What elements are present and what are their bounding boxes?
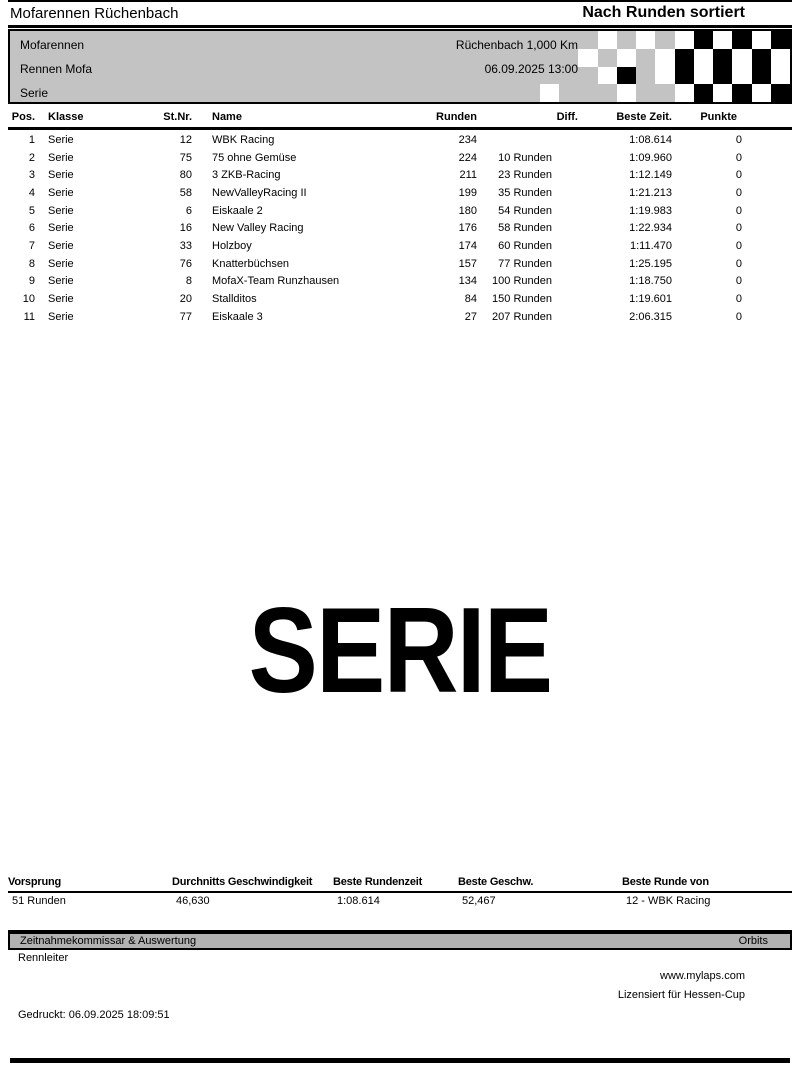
checker-cell — [694, 67, 713, 85]
checker-cell — [713, 84, 732, 102]
orbits-brand: Orbits — [738, 935, 768, 947]
checker-cell — [617, 31, 636, 49]
checker-cell — [578, 84, 597, 102]
summary-label-best-lap: Beste Rundenzeit — [333, 876, 423, 888]
checker-cell — [540, 67, 559, 85]
track-length: Rüchenbach 1,000 Km — [455, 38, 578, 52]
summary-value-best-lap-by: 12 - WBK Racing — [626, 895, 711, 907]
cell-beste-zeit: 1:21.213 — [629, 186, 672, 199]
checker-cell — [771, 49, 790, 67]
checker-cell — [732, 84, 751, 102]
cell-name: 3 ZKB-Racing — [212, 169, 281, 182]
cell-name: MofaX-Team Runzhausen — [212, 275, 340, 288]
checker-cell — [675, 67, 694, 85]
cell-beste-zeit: 1:09.960 — [629, 151, 672, 164]
race-director-label: Rennleiter — [18, 952, 69, 964]
cell-beste-zeit: 1:11.470 — [629, 239, 672, 252]
result-row — [0, 150, 800, 168]
cell-name: 75 ohne Gemüse — [212, 151, 297, 164]
checker-cell — [598, 49, 617, 67]
cell-pos: 7 — [28, 239, 35, 252]
cell-pos: 6 — [28, 222, 35, 235]
event-header-box — [8, 29, 792, 104]
col-header-stnr: St.Nr. — [163, 111, 192, 123]
checker-cell — [713, 67, 732, 85]
checker-cell — [713, 31, 732, 49]
page-title: Mofarennen Rüchenbach — [10, 5, 179, 22]
checkered-flag-graphic — [540, 31, 790, 102]
summary-value-best-speed: 52,467 — [462, 895, 496, 907]
cell-runden: 180 — [458, 204, 477, 217]
event-name: Mofarennen — [20, 38, 85, 52]
cell-runden: 211 — [459, 169, 477, 182]
checker-cell — [675, 31, 694, 49]
cell-stnr: 8 — [185, 275, 192, 288]
checker-cell — [732, 31, 751, 49]
col-header-pos: Pos. — [11, 111, 35, 123]
cell-stnr: 76 — [179, 257, 192, 270]
cell-punkte: 0 — [735, 257, 742, 270]
checker-cell — [559, 31, 578, 49]
checker-cell — [732, 49, 751, 67]
cell-name: WBK Racing — [212, 134, 275, 146]
checker-cell — [752, 67, 771, 85]
checker-cell — [578, 31, 597, 49]
cell-punkte: 0 — [735, 186, 742, 199]
cell-klasse: Serie — [48, 204, 74, 217]
cell-beste-zeit: 1:12.149 — [629, 169, 672, 182]
cell-stnr: 20 — [179, 292, 192, 305]
checker-cell — [617, 84, 636, 102]
cell-stnr: 58 — [179, 186, 192, 199]
cell-beste-zeit: 1:25.195 — [629, 257, 672, 270]
col-header-diff: Diff. — [556, 111, 578, 123]
cell-stnr: 75 — [179, 151, 192, 164]
cell-beste-zeit: 1:22.934 — [629, 222, 672, 235]
race-datetime: 06.09.2025 13:00 — [484, 62, 578, 76]
cell-diff: 150 Runden — [492, 292, 552, 305]
summary-value-vorsprung: 51 Runden — [12, 895, 66, 907]
result-row — [0, 256, 800, 274]
result-row — [0, 220, 800, 238]
cell-runden: 134 — [458, 275, 477, 288]
summary-rule — [8, 891, 792, 893]
cell-stnr: 80 — [179, 169, 192, 182]
cell-diff: 10 Runden — [498, 151, 552, 164]
checker-cell — [655, 49, 674, 67]
cell-pos: 10 — [22, 292, 35, 305]
cell-runden: 174 — [458, 239, 477, 252]
cell-runden: 27 — [464, 310, 477, 323]
summary-value-avg-speed: 46,630 — [176, 895, 210, 907]
cell-runden: 84 — [464, 292, 477, 305]
checker-cell — [636, 49, 655, 67]
summary-label-vorsprung: Vorsprung — [8, 876, 61, 888]
cell-punkte: 0 — [735, 222, 742, 235]
checker-cell — [752, 49, 771, 67]
checker-cell — [540, 84, 559, 102]
cell-name: Eiskaale 2 — [212, 204, 263, 217]
cell-name: Stallditos — [212, 292, 257, 305]
result-row — [0, 132, 800, 150]
cell-pos: 1 — [28, 134, 35, 146]
race-name: Rennen Mofa — [20, 62, 93, 76]
results-table-body — [0, 132, 800, 326]
cell-beste-zeit: 1:19.983 — [629, 204, 672, 217]
checker-cell — [540, 31, 559, 49]
summary-label-best-speed: Beste Geschw. — [458, 876, 534, 888]
cell-stnr: 16 — [179, 222, 192, 235]
cell-diff: 58 Runden — [498, 222, 552, 235]
checker-cell — [636, 67, 655, 85]
cell-punkte: 0 — [735, 310, 742, 323]
cell-runden: 224 — [458, 151, 477, 164]
cell-pos: 11 — [23, 310, 35, 323]
cell-klasse: Serie — [48, 239, 74, 252]
cell-punkte: 0 — [735, 239, 742, 252]
result-row — [0, 238, 800, 256]
results-table-header — [0, 111, 800, 127]
result-row — [0, 291, 800, 309]
checker-cell — [617, 67, 636, 85]
checker-cell — [598, 31, 617, 49]
checker-cell — [617, 49, 636, 67]
checker-cell — [732, 67, 751, 85]
cell-stnr: 77 — [179, 310, 192, 323]
cell-beste-zeit: 2:06.315 — [629, 310, 672, 323]
checker-cell — [540, 49, 559, 67]
cell-runden: 157 — [458, 257, 477, 270]
header-divider-rule — [8, 25, 792, 28]
cell-klasse: Serie — [48, 222, 74, 235]
checker-cell — [771, 67, 790, 85]
cell-stnr: 33 — [179, 239, 192, 252]
cell-name: Knatterbüchsen — [212, 257, 290, 270]
class-watermark: SERIE — [248, 582, 552, 718]
col-header-klasse: Klasse — [48, 111, 84, 123]
checker-cell — [636, 84, 655, 102]
checker-cell — [694, 31, 713, 49]
printed-timestamp: Gedruckt: 06.09.2025 18:09:51 — [18, 1009, 170, 1021]
result-row — [0, 273, 800, 291]
cell-punkte: 0 — [735, 151, 742, 164]
checker-cell — [655, 67, 674, 85]
cell-klasse: Serie — [48, 257, 74, 270]
summary-label-best-lap-by: Beste Runde von — [622, 876, 709, 888]
col-header-beste-zeit: Beste Zeit. — [616, 111, 672, 123]
cell-klasse: Serie — [48, 275, 74, 288]
cell-klasse: Serie — [48, 310, 74, 323]
col-header-name: Name — [212, 111, 242, 123]
col-header-runden: Runden — [436, 111, 477, 123]
cell-beste-zeit: 1:08.614 — [629, 134, 672, 146]
cell-pos: 4 — [28, 186, 35, 199]
website-link: www.mylaps.com — [660, 970, 745, 982]
checker-cell — [752, 31, 771, 49]
cell-name: Eiskaale 3 — [212, 310, 263, 323]
cell-pos: 5 — [28, 204, 35, 217]
checker-cell — [578, 49, 597, 67]
cell-runden: 234 — [458, 134, 477, 146]
cell-punkte: 0 — [735, 275, 742, 288]
cell-klasse: Serie — [48, 169, 74, 182]
cell-diff: 60 Runden — [498, 239, 552, 252]
result-row — [0, 203, 800, 221]
cell-stnr: 6 — [185, 204, 192, 217]
checker-cell — [675, 49, 694, 67]
checker-cell — [578, 67, 597, 85]
cell-diff: 77 Runden — [498, 257, 552, 270]
cell-name: New Valley Racing — [212, 222, 304, 235]
cell-diff: 23 Runden — [498, 169, 552, 182]
checker-cell — [655, 31, 674, 49]
cell-beste-zeit: 1:18.750 — [629, 275, 672, 288]
result-row — [0, 167, 800, 185]
cell-diff: 54 Runden — [498, 204, 552, 217]
result-row — [0, 309, 800, 327]
cell-punkte: 0 — [735, 134, 742, 146]
cell-diff: 35 Runden — [498, 186, 552, 199]
cell-beste-zeit: 1:19.601 — [629, 292, 672, 305]
cell-diff: 207 Runden — [492, 310, 552, 323]
checker-cell — [771, 31, 790, 49]
checker-cell — [771, 84, 790, 102]
checker-cell — [694, 49, 713, 67]
cell-diff: 100 Runden — [492, 275, 552, 288]
checker-cell — [598, 84, 617, 102]
cell-pos: 2 — [28, 151, 35, 164]
cell-pos: 3 — [28, 169, 35, 182]
cell-klasse: Serie — [48, 134, 74, 146]
cell-name: Holzboy — [212, 239, 252, 252]
checker-cell — [559, 84, 578, 102]
cell-stnr: 12 — [179, 134, 192, 146]
col-header-punkte: Punkte — [700, 111, 737, 123]
checker-cell — [694, 84, 713, 102]
officials-bar — [8, 930, 792, 950]
summary-value-best-lap: 1:08.614 — [337, 895, 380, 907]
cell-pos: 8 — [28, 257, 35, 270]
cell-klasse: Serie — [48, 186, 74, 199]
checker-cell — [675, 84, 694, 102]
checker-cell — [559, 49, 578, 67]
cell-pos: 9 — [28, 275, 35, 288]
cell-punkte: 0 — [735, 292, 742, 305]
cell-punkte: 0 — [735, 169, 742, 182]
license-note: Lizensiert für Hessen-Cup — [617, 989, 745, 1001]
checker-cell — [598, 67, 617, 85]
cell-klasse: Serie — [48, 292, 74, 305]
cell-runden: 199 — [458, 186, 477, 199]
cell-punkte: 0 — [735, 204, 742, 217]
top-rule — [8, 0, 792, 2]
checker-cell — [559, 67, 578, 85]
cell-runden: 176 — [458, 222, 477, 235]
cell-klasse: Serie — [48, 151, 74, 164]
summary-label-avg-speed: Durchnitts Geschwindigkeit — [172, 876, 313, 888]
checker-cell — [752, 84, 771, 102]
class-name: Serie — [20, 86, 49, 100]
checker-cell — [655, 84, 674, 102]
result-row — [0, 185, 800, 203]
checker-cell — [713, 49, 732, 67]
officials-label: Zeitnahmekommissar & Auswertung — [20, 935, 197, 947]
sort-order-title: Nach Runden sortiert — [582, 4, 745, 21]
table-header-rule — [8, 127, 792, 130]
page-bottom-bar — [10, 1058, 790, 1063]
cell-name: NewValleyRacing II — [212, 186, 307, 199]
checker-cell — [636, 31, 655, 49]
